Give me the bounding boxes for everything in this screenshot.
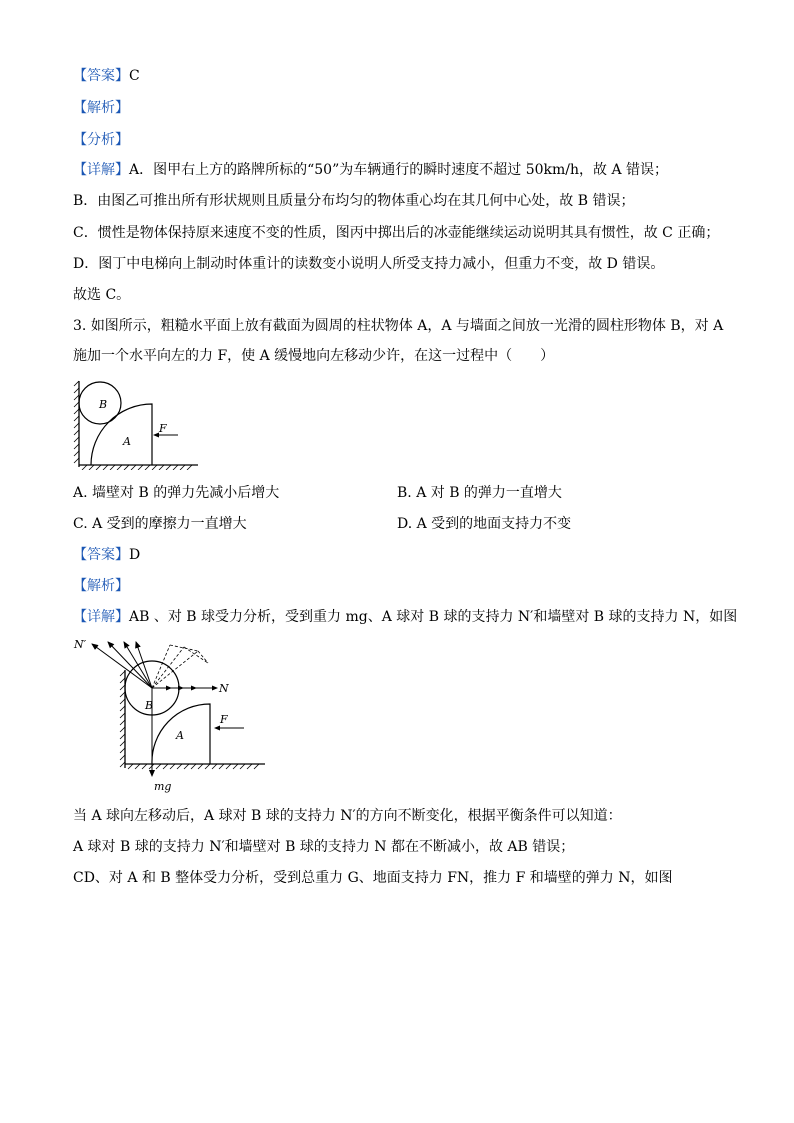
paragraph-3: CD、对 A 和 B 整体受力分析，受到总重力 G、地面支持力 FN，推力 F 和墙壁的弹力 N，如图	[73, 870, 673, 886]
analysis-tag-line-3	[73, 576, 129, 596]
analysis-tag-3: 【解析】	[73, 578, 129, 594]
fenxi-tag-line	[73, 130, 129, 150]
label-n: N	[219, 682, 229, 695]
answer-line-3	[73, 545, 140, 565]
detail-tag: 【详解】	[73, 162, 129, 178]
option-a[interactable]: A. 墙壁对 B 的弹力先减小后增大	[73, 485, 280, 501]
answer-tag-3: 【答案】	[73, 547, 129, 563]
question-3-stem-line-1	[73, 316, 723, 336]
label-f2: F	[220, 713, 228, 726]
figure-1	[72, 378, 202, 470]
label-b2: B	[145, 699, 154, 712]
body-a-outline	[91, 404, 152, 465]
detail-line-d: D．图丁中电梯向上制动时体重计的读数变小说明人所受支持力减小，但重力不变，故 D 错误。	[73, 256, 665, 272]
detail-text-3: AB 、对 B 球受力分析，受到重力 mg、A 球对 B 球的支持力 N′和墙壁对 B 球的支持力 N，如图	[129, 609, 738, 625]
label-a: A	[123, 435, 131, 448]
detail-text-a: A．图甲右上方的路牌所标的“50”为车辆通行的瞬时速度不超过 50km/h，故 A 错误；	[129, 162, 669, 178]
answer-value: C	[129, 68, 140, 84]
paragraph-1: 当 A 球向左移动后，A 球对 B 球的支持力 N′的方向不断变化，根据平衡条件可以知道：	[73, 808, 622, 824]
label-mg: mg	[154, 780, 172, 793]
paragraph-2: A 球对 B 球的支持力 N′和墙壁对 B 球的支持力 N 都在不断减小，故 AB 错误；	[73, 839, 575, 855]
option-c[interactable]: C. A 受到的摩擦力一直增大	[73, 516, 247, 532]
analysis-tag-2	[73, 98, 129, 118]
detail-tag-3: 【详解】	[73, 609, 129, 625]
option-b[interactable]: B. A 对 B 的弹力一直增大	[397, 485, 562, 501]
fenxi-tag: 【分析】	[73, 132, 129, 148]
label-a2: A	[176, 729, 184, 742]
answer-line-2	[73, 66, 140, 86]
label-b: B	[99, 398, 108, 411]
conclusion-line: 故选 C。	[73, 287, 131, 303]
question-stem-1: 如图所示，粗糙水平面上放有截面为圆周的柱状物体 A，A 与墙面之间放一光滑的圆柱形物体 B，对 A	[90, 318, 724, 334]
label-f: F	[159, 422, 167, 435]
detail-line-c: C．惯性是物体保持原来速度不变的性质，图丙中掷出后的冰壶能继续运动说明其具有惯性，故 C 正确；	[73, 225, 720, 241]
label-n-prime: N′	[74, 638, 87, 651]
option-d[interactable]: D. A 受到的地面支持力不变	[397, 516, 572, 532]
detail-line-3	[73, 607, 737, 627]
answer-tag: 【答案】	[73, 68, 129, 84]
detail-line-b: B．由图乙可推出所有形状规则且质量分布均匀的物体重心均在其几何中心处，故 B 错误；	[73, 193, 635, 209]
figure-2	[72, 633, 272, 795]
question-3-stem-line-2: 施加一个水平向左的力 F，使 A 缓慢地向左移动少许，在这一过程中（ ）	[73, 348, 555, 364]
analysis-tag: 【解析】	[73, 100, 129, 116]
answer-value-3: D	[129, 547, 141, 563]
detail-line-a	[73, 160, 668, 180]
question-number: 3.	[73, 318, 87, 334]
